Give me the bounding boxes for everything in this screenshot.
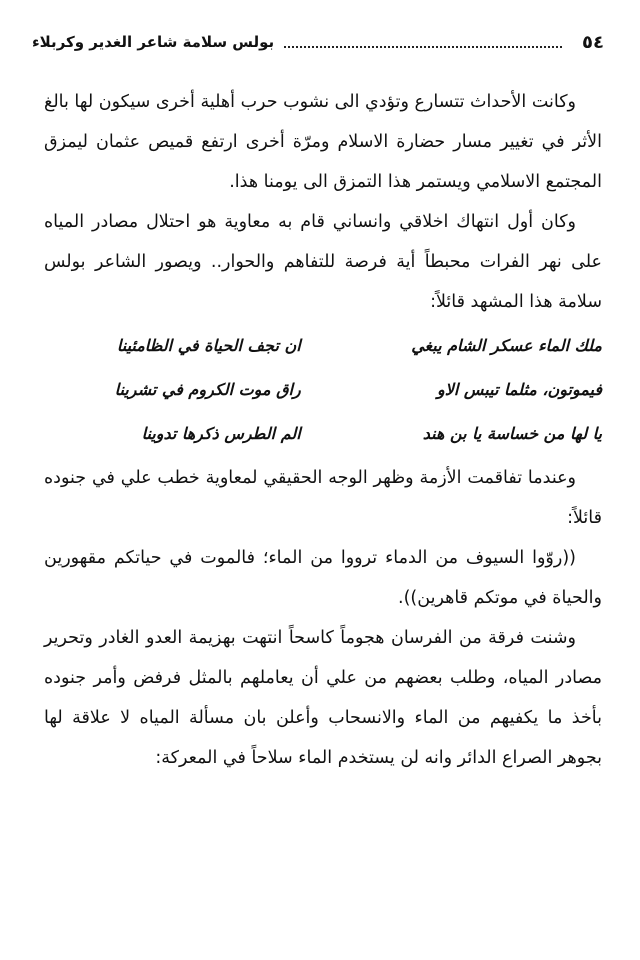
header-dot-leader (284, 36, 562, 48)
verse-row (44, 412, 602, 456)
page-header (32, 30, 604, 54)
second-hemistich: الم الطرس ذكرها تدوينا (141, 424, 301, 443)
first-hemistich: ملك الماء عسكر الشام يبغي (411, 336, 602, 355)
verse-row (44, 368, 602, 412)
paragraph: وشنت فرقة من الفرسان هجوماً كاسحاً انتهت بهزيمة العدو الغادر وتحرير مصادر المياه، وطلب بعضهم من علي أن يعاملهم بالمثل فرفض وأمر جنوده بأخذ ما يكفيهم من الماء والانسحاب وأعلن بان مسألة المياه لا علاقة لها بجوهر الصراع الدائر وانه لن يستخدم الماء سلاحاً في المعركة: (44, 628, 602, 768)
first-hemistich: يا لها من خساسة يا بن هند (422, 424, 602, 443)
page-number: ٥٤ (582, 31, 604, 53)
paragraph: وكان أول انتهاك اخلاقي وانساني قام به معاوية هو احتلال مصادر المياه على نهر الفرات محبطاً أية فرصة للتفاهم والحوار.. ويصور الشاعر بولس سلامة هذا المشهد قائلاً: (44, 212, 602, 312)
second-hemistich: راق موت الكروم في تشرينا (114, 380, 301, 399)
second-hemistich: ان تجف الحياة في الظامئينا (116, 336, 301, 355)
first-hemistich: فيموتون، مثلما تيبس الاو (437, 380, 602, 399)
quotation: ((روّوا السيوف من الدماء ترووا من الماء؛ فالموت في حياتكم مقهورين والحياة في موتكم قاهرين)). (44, 548, 602, 608)
body-text (44, 82, 602, 778)
paragraph: وعندما تفاقمت الأزمة وظهر الوجه الحقيقي لمعاوية خطب علي في جنوده قائلاً: (44, 468, 602, 528)
poem (44, 324, 602, 456)
running-title: بولس سلامة شاعر الغدير وكربلاء (32, 33, 275, 51)
verse-row (44, 324, 602, 368)
paragraph: وكانت الأحداث تتسارع وتؤدي الى نشوب حرب أهلية أخرى سيكون لها بالغ الأثر في تغيير مسار حضارة الاسلام ومرّة أخرى ارتفع قميص عثمان ليمزق المجتمع الاسلامي ويستمر هذا التمزق الى يومنا هذا. (44, 92, 602, 192)
